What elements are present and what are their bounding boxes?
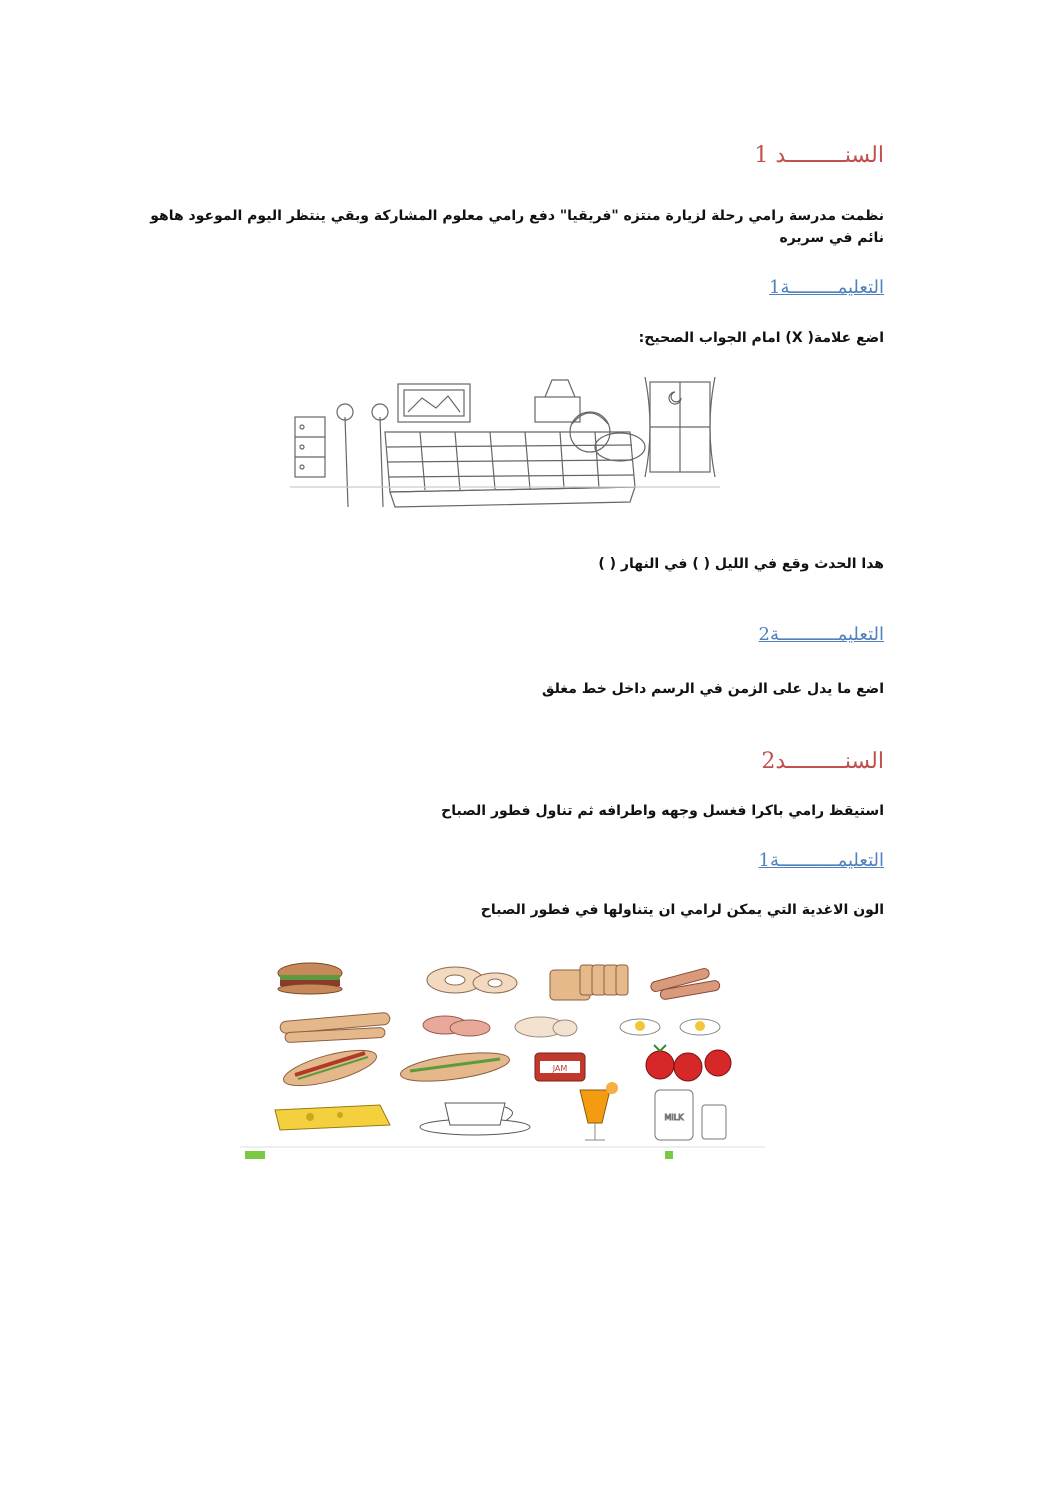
jam-jar-icon xyxy=(535,1053,585,1081)
instruction2-task: اضع ما يدل على الزمن في الرسم داخل خط مغلق xyxy=(541,681,884,697)
bedroom-illustration xyxy=(290,372,720,522)
coffee-cup-icon xyxy=(420,1103,530,1135)
bread-loaf-icon xyxy=(550,965,628,1000)
cheese-wedge-icon xyxy=(275,1105,390,1130)
sanad2-title: السنـــــــــد2 xyxy=(761,749,884,774)
breakfast-foods-illustration xyxy=(240,955,770,1165)
ham-slices-icon xyxy=(423,1016,490,1036)
orange-juice-glass-icon xyxy=(580,1082,618,1140)
instruction1-title: التعليمـــــــــة1 xyxy=(769,277,884,298)
sanad1-text: نظمت مدرسة رامي رحلة لزيارة منتزه "فريقيا" دفع رامي معلوم المشاركة وبقي ينتظر اليوم الموعود هاهو نائم في سريره xyxy=(150,208,884,246)
fried-eggs-icon xyxy=(620,1019,720,1035)
instruction2-title: التعليمـــــــــــة2 xyxy=(758,624,884,645)
jam-label: JAM xyxy=(552,1064,568,1073)
sanad2-instruction1-title: التعليمـــــــــــة1 xyxy=(758,850,884,871)
sub-sandwich-icon xyxy=(399,1047,511,1086)
baguette-icon xyxy=(280,1012,391,1042)
milk-label: MILK xyxy=(664,1113,684,1122)
sausage-icon xyxy=(650,967,721,1000)
burger-icon xyxy=(278,963,342,994)
sanad2-text: استيقظ رامي باكرا فغسل وجهه واطرافه ثم تناول فطور الصباح xyxy=(441,803,884,819)
sandwich-roll-icon xyxy=(280,1043,379,1093)
milk-bottle-icon xyxy=(655,1090,726,1140)
cheese-slice-icon xyxy=(515,1017,577,1037)
sanad1-title: السنـــــــــد 1 xyxy=(754,143,884,168)
instruction1-task: اضع علامة( X) امام الجواب الصحيح: xyxy=(638,330,884,346)
strawberry-icon xyxy=(646,1045,731,1081)
bagel-icon xyxy=(427,967,517,993)
instruction1-question: هدا الحدث وقع في الليل ( ) في النهار ( ) xyxy=(598,556,884,572)
sanad2-instruction1-task: الون الاغدية التي يمكن لرامي ان يتناولها في فطور الصباح xyxy=(480,902,884,918)
